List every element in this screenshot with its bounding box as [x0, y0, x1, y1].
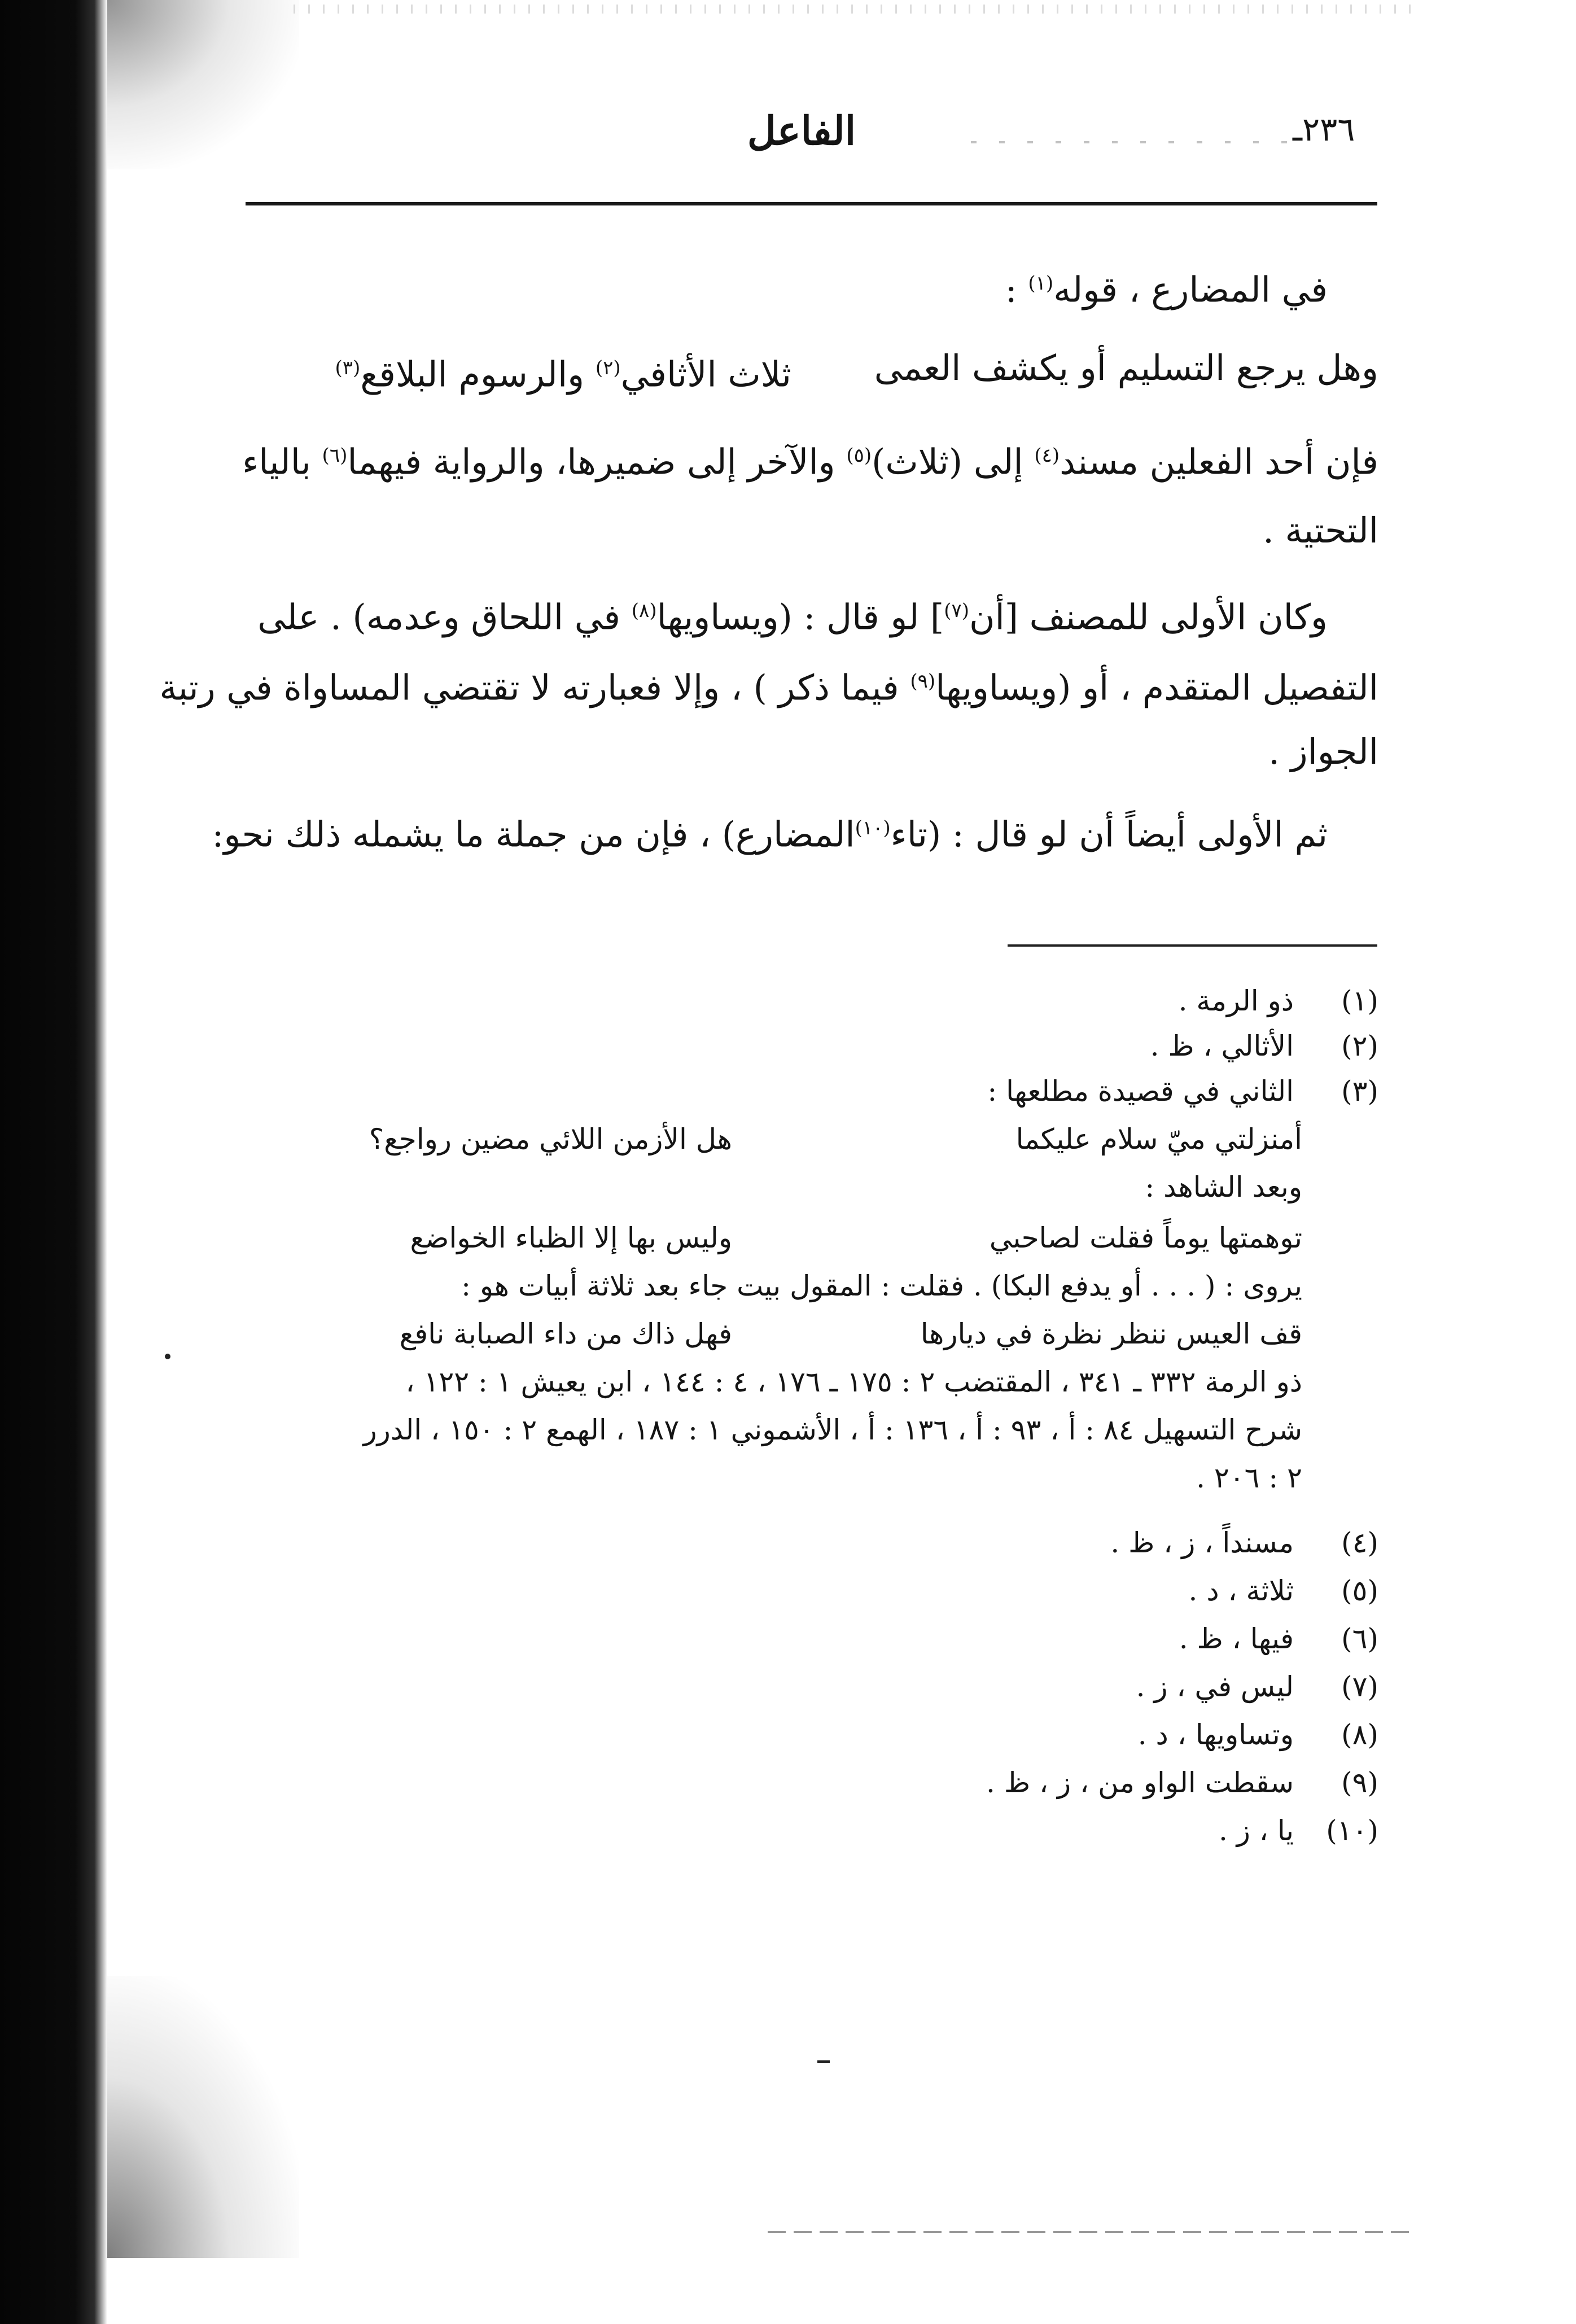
scan-shadow-top	[107, 0, 299, 169]
stray-mark	[165, 1354, 170, 1359]
header-rule	[246, 202, 1377, 205]
footnote-3-variant: يروى : ( . . . أو يدفع البكا) . فقلت : المقول بيت جاء بعد ثلاثة أبيات هو :	[461, 1270, 1302, 1302]
footnote-9: (٩)سقطت الواو من ، ز ، ظ .	[986, 1766, 1378, 1799]
body-paragraph-1-line-1: فإن أحد الفعلين مسند$^{(٤)}$ إلى (ثلاث)$^{(٥)}$ والآخر إلى ضميرها، والرواية فيهما$^{(٦)}$ بالياء	[242, 441, 1378, 483]
running-head: الفاعل	[747, 107, 856, 154]
binding-shadow	[0, 0, 107, 2324]
scan-shadow-bottom	[107, 1976, 299, 2258]
body-paragraph-2-line-2: التفصيل المتقدم ، أو (ويساويها$^{(٩)}$ فيما ذكر ) ، وإلا فعبارته لا تقتضي المساواة في رتبة	[159, 667, 1378, 708]
body-paragraph-3-line-1: ثم الأولى أيضاً أن لو قال : (تاء$^{(١٠)}$المضارع) ، فإن من جملة ما يشمله ذلك نحو:	[212, 813, 1328, 855]
stray-mark	[817, 2060, 830, 2063]
footnote-rule	[1008, 944, 1377, 947]
body-paragraph-2-line-1: وكان الأولى للمصنف [أن$^{(٧)}$] لو قال : (ويساويها$^{(٨)}$ في اللحاق وعدمه) . على	[257, 596, 1328, 638]
body-paragraph-2-line-3: الجواز .	[1268, 731, 1378, 772]
body-line-1: في المضارع ، قوله$^{(١)}$ :	[1005, 269, 1328, 310]
body-paragraph-1-line-2: التحتية .	[1263, 510, 1378, 551]
page-number: ٢٣٦ـ	[1293, 110, 1355, 148]
footnote-3-sources-line-3: ٢ : ٢٠٦ .	[1196, 1461, 1302, 1494]
footnote-3-sources-line-1: ذو الرمة ٣٣٢ ـ ٣٤١ ، المقتضب ٢ : ١٧٥ ـ ١٧٦ ، ٤ : ١٤٤ ، ابن يعيش ١ : ١٢٢ ،	[405, 1365, 1302, 1398]
verse-second-hemistich: ثلاث الأثافي$^{(٢)}$ والرسوم البلاقع$^{(٣)}$	[335, 353, 791, 395]
footnote-2: (٢)الأثالي ، ظ .	[1150, 1030, 1378, 1062]
footnote-3-after-label: وبعد الشاهد :	[1145, 1171, 1302, 1203]
footnote-3: (٣)الثاني في قصيدة مطلعها :	[987, 1075, 1378, 1108]
footnote-7: (٧)ليس في ، ز .	[1136, 1670, 1378, 1703]
verse-first-hemistich: وهل يرجع التسليم أو يكشف العمى	[874, 347, 1378, 388]
footnote-5: (٥)ثلاثة ، د .	[1188, 1574, 1378, 1607]
footnote-10: (١٠)يا ، ز .	[1218, 1814, 1378, 1847]
scan-speckle	[294, 5, 1422, 14]
footnote-4: (٤)مسنداً ، ز ، ظ .	[1110, 1526, 1378, 1559]
scan-bottom-dashes	[768, 2231, 1417, 2233]
footnote-1: (١)ذو الرمة .	[1178, 984, 1378, 1017]
footnote-8: (٨)وتساويها ، د .	[1137, 1718, 1378, 1751]
footnote-6: (٦)فيها ، ظ .	[1179, 1622, 1378, 1655]
header-leader-dots	[971, 141, 1287, 143]
footnote-3-sources-line-2: شرح التسهيل ٨٤ : أ ، ٩٣ : أ ، ١٣٦ : أ ، الأشموني ١ : ١٨٧ ، الهمع ٢ : ١٥٠ ، الدرر	[363, 1413, 1302, 1446]
